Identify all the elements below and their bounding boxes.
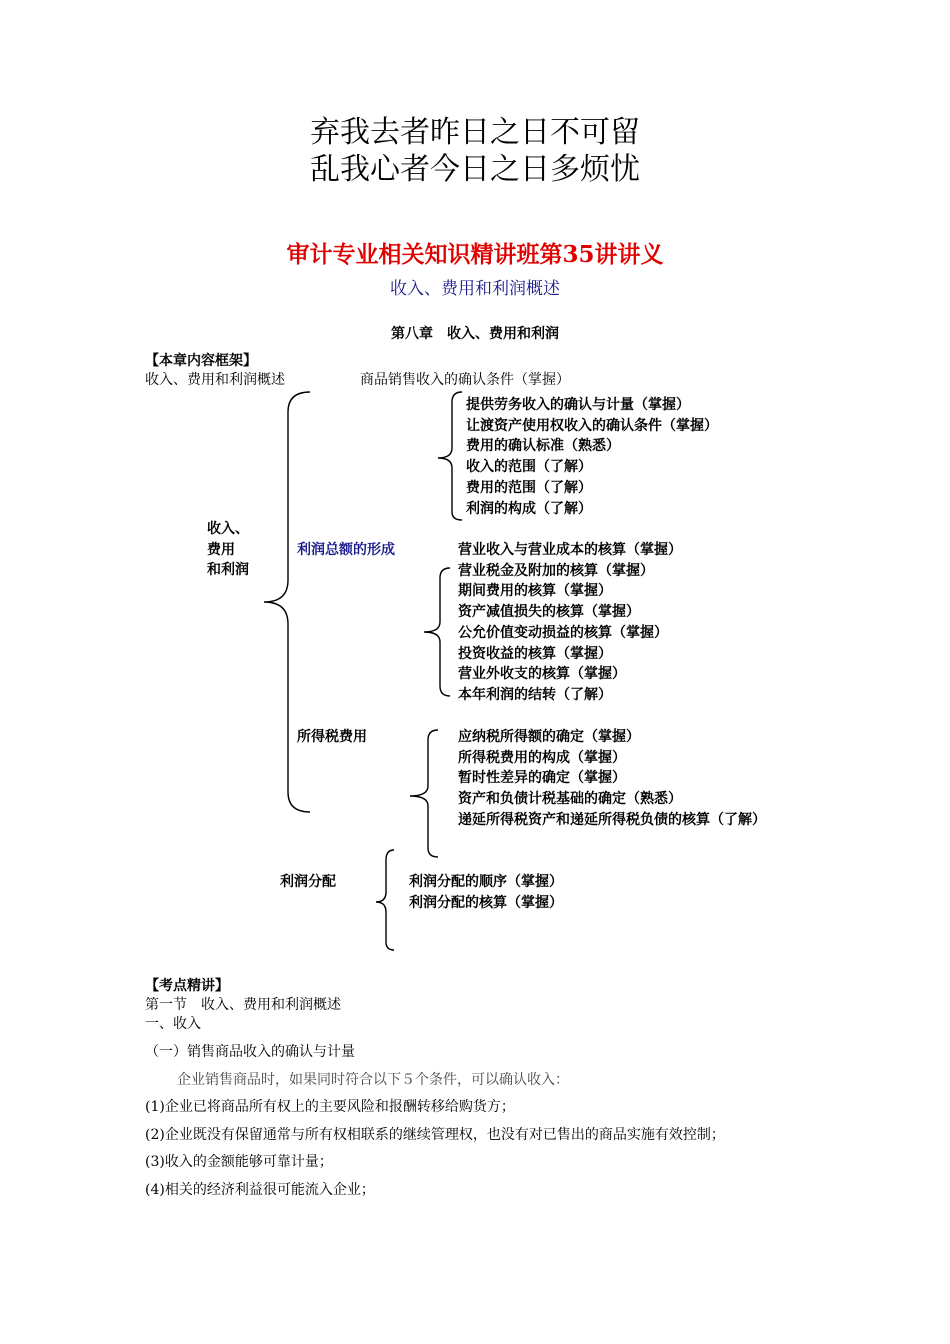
framework-topic-left: 收入、费用和利润概述	[145, 372, 285, 388]
list-item: 收入的范围（了解）	[466, 459, 592, 476]
list-item: 费用的范围（了解）	[466, 479, 592, 496]
list-item: 提供劳务收入的确认与计量（掌握）	[466, 397, 690, 413]
list-item: 资产减值损失的核算（掌握）	[458, 604, 640, 621]
group1-brace	[438, 392, 462, 520]
poem-line-1: 弃我去者昨日之日不可留	[310, 115, 640, 150]
group1-list	[466, 395, 718, 519]
list-item: 利润分配的顺序（掌握）	[409, 874, 563, 890]
condition-item: (2)企业既没有保留通常与所有权相联系的继续管理权，也没有对已售出的商品实施有效控制；	[145, 1127, 725, 1143]
condition-item: (3)收入的金额能够可靠计量；	[145, 1154, 333, 1170]
condition-item: (4)相关的经济利益很可能流入企业；	[145, 1182, 375, 1198]
list-item: 让渡资产使用权收入的确认条件（掌握）	[466, 417, 718, 434]
list-item: 利润的构成（了解）	[466, 500, 592, 517]
chapter-heading: 第八章 收入、费用和利润	[391, 326, 559, 342]
list-item: 营业外收支的核算（掌握）	[458, 666, 626, 683]
poem-line-2: 乱我心者今日之日多烦忧	[310, 152, 640, 187]
list-item: 资产和负债计税基础的确定（熟悉）	[458, 791, 682, 808]
list-item: 本年利润的结转（了解）	[458, 686, 612, 703]
group3-list	[458, 727, 766, 831]
list-item: 利润分配的核算（掌握）	[409, 894, 563, 911]
root-brace	[264, 392, 310, 812]
list-item: 营业税金及附加的核算（掌握）	[458, 562, 654, 579]
group2-label: 利润总额的形成	[297, 542, 395, 558]
lecture-subtitle: 收入、费用和利润概述	[390, 279, 560, 299]
subsection-heading: 一、收入	[145, 1016, 201, 1032]
list-item: 期间费用的核算（掌握）	[458, 583, 612, 600]
group2-list	[458, 540, 682, 706]
group4-label: 利润分配	[280, 874, 336, 890]
framework-heading: 【本章内容框架】	[145, 353, 257, 369]
list-item: 公允价值变动损益的核算（掌握）	[458, 624, 668, 641]
list-item: 应纳税所得额的确定（掌握）	[458, 729, 640, 745]
list-item: 投资收益的核算（掌握）	[458, 645, 612, 662]
group4-list	[409, 872, 563, 913]
group3-label: 所得税费用	[297, 729, 367, 745]
lecture-heading: 【考点精讲】	[145, 978, 229, 994]
point-heading: （一）销售商品收入的确认与计量	[145, 1044, 355, 1060]
condition-item: (1)企业已将商品所有权上的主要风险和报酬转移给购货方；	[145, 1099, 515, 1115]
lecture-title: 审计专业相关知识精讲班第35讲讲义	[286, 241, 664, 268]
list-item: 费用的确认标准（熟悉）	[466, 438, 620, 455]
section-heading: 第一节 收入、费用和利润概述	[145, 997, 341, 1013]
framework-topic-right: 商品销售收入的确认条件（掌握）	[360, 372, 570, 388]
list-item: 递延所得税资产和递延所得税负债的核算（了解）	[458, 811, 766, 828]
group2-brace	[424, 568, 450, 696]
list-item: 营业收入与营业成本的核算（掌握）	[458, 542, 682, 558]
list-item: 所得税费用的构成（掌握）	[458, 749, 626, 766]
group4-brace	[376, 850, 394, 950]
intro-paragraph: 企业销售商品时，如果同时符合以下５个条件，可以确认收入：	[177, 1072, 569, 1088]
root-label: 收入、 费用 和利润	[207, 521, 249, 579]
list-item: 暂时性差异的确定（掌握）	[458, 770, 626, 787]
group3-brace	[410, 730, 438, 857]
